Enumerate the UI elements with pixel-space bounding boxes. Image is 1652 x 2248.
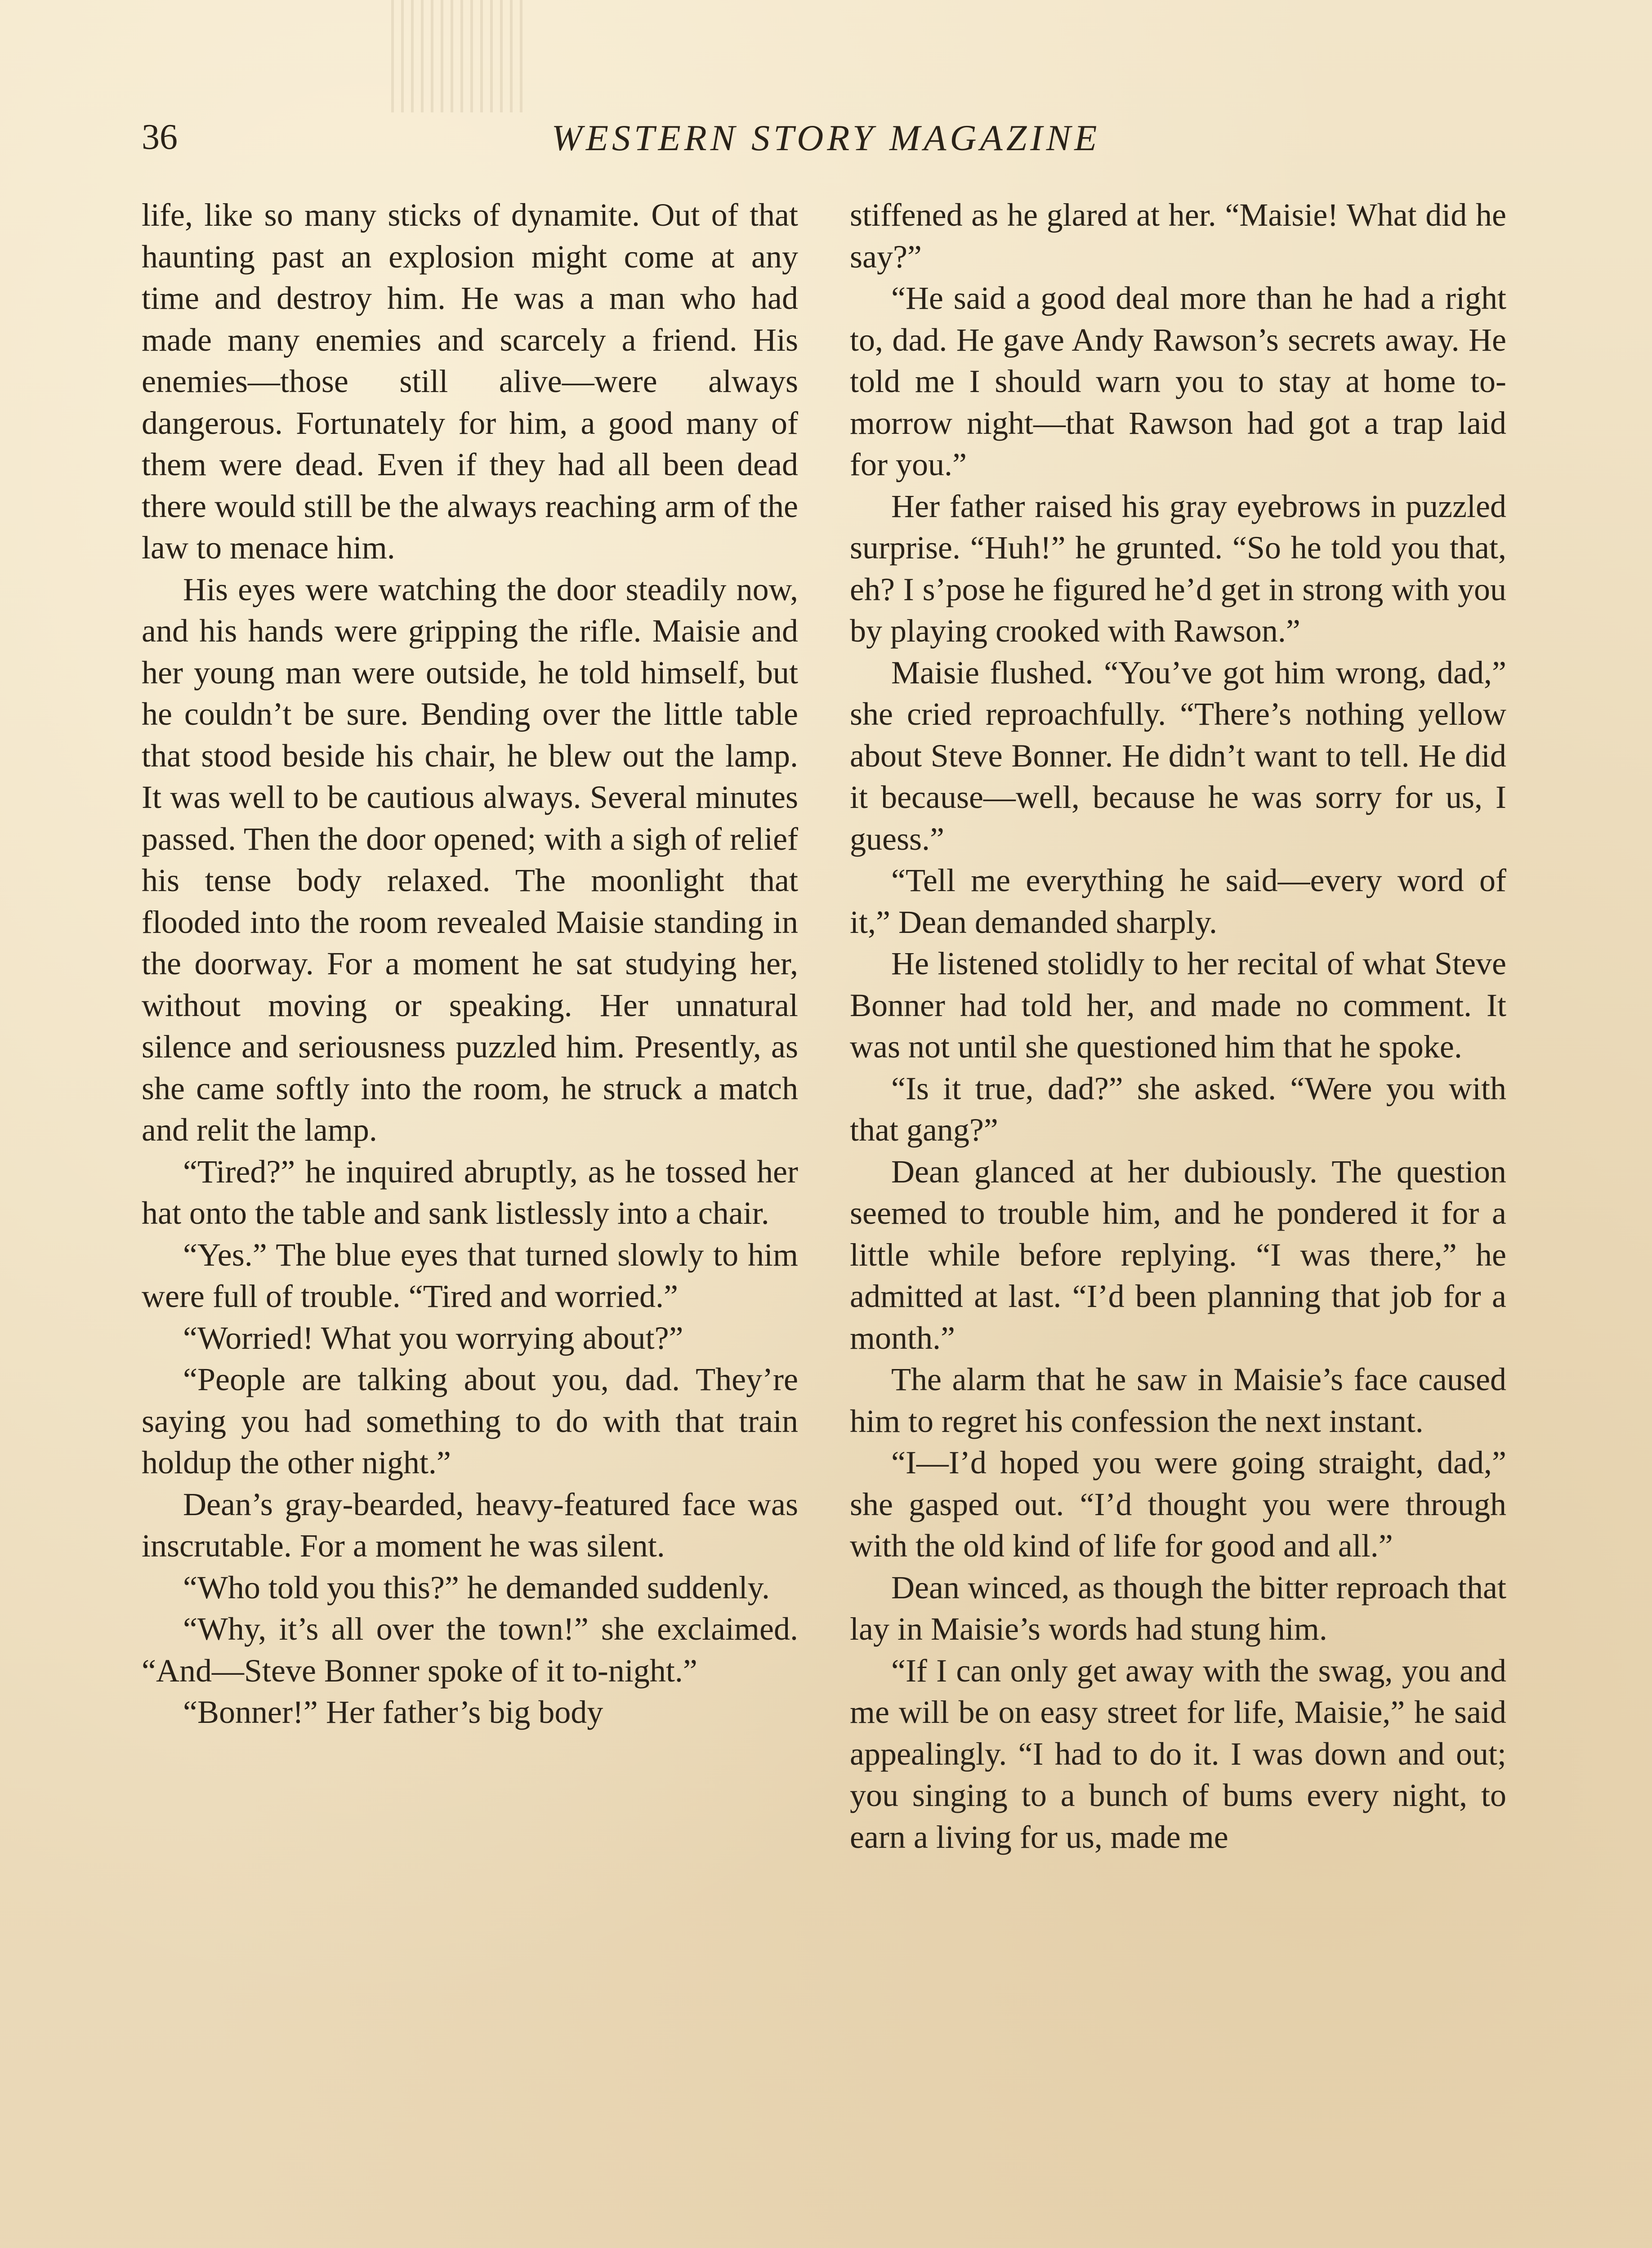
page-header [142,112,1510,166]
paragraph: “Bonner!” Her father’s big body [183,1694,603,1730]
text-column-right [850,194,1506,1858]
paragraph: “If I can only get away with the swag, you and me will be on easy street for life, Maisie,” he said appealingly. “I had to do it. I was down and out; you singing to a bunch of bums every night, to earn a living for us, made me [850,1652,1506,1855]
paragraph: Her father raised his gray eyebrows in puzzled surprise. “Huh!” he grunted. “So he told you that, eh? I s’pose he figured he’d get in strong with you by playing crooked with Rawson.” [850,488,1506,649]
paragraph: “Tell me everything he said—every word of it,” Dean demanded sharply. [850,862,1506,940]
paragraph: “He said a good deal more than he had a right to, dad. He gave Andy Rawson’s secrets away. He told me I should warn you to stay at home tomorrow night—that Rawson had got a trap laid for you.” [850,280,1506,482]
binding-texture [391,0,526,112]
paragraph: stiffened as he glared at her. “Maisie! What did he say?” [850,197,1506,275]
paragraph: The alarm that he saw in Maisie’s face caused him to regret his confession the next instant. [850,1361,1506,1439]
paragraph: Dean’s gray-bearded, heavy-featured face was inscrutable. For a moment he was silent. [142,1486,798,1564]
paragraph: life, like so many sticks of dynamite. Out of that haunting past an explosion might come at any time and destroy him. He was a man who had made many enemies and scarcely a friend. His enemies—those still alive—were always dangerous. Fortunately for him, a good many of them were dead. Even if they had all been dead there would still be the always reaching arm of the law to menace him. [142,197,798,566]
paragraph: Dean glanced at her dubiously. The question seemed to trouble him, and he pondered it for a little while before replying. “I was there,” he admitted at last. “I’d been planning that job for a month.” [850,1153,1506,1356]
paragraph: “Who told you this?” he demanded suddenly. [183,1569,770,1606]
paragraph: Maisie flushed. “You’ve got him wrong, dad,” she cried reproachfully. “There’s nothing yellow about Steve Bonner. He didn’t want to tell. He did it because—well, because he was sorry for us, I guess.” [850,654,1506,857]
paragraph: Dean winced, as though the bitter reproach that lay in Maisie’s words had stung him. [850,1569,1506,1647]
paragraph: He listened stolidly to her recital of what Steve Bonner had told her, and made no comment. It was not until she questioned him that he spoke. [850,946,1506,1065]
text-column-left [142,194,798,1733]
running-title: WESTERN STORY MAGAZINE [551,117,1101,158]
paragraph: “Worried! What you worrying about?” [183,1320,683,1356]
paragraph: His eyes were watching the door steadily now, and his hands were gripping the rifle. Maisie and her young man were outside, he told himself, but he couldn’t be sure. Bending over the little table that stood beside his chair, he blew out the lamp. It was well to be cautious always. Several minutes passed. Then the door opened; with a sigh of relief his tense body relaxed. The moonlight that flooded into the room revealed Maisie standing in the doorway. For a moment he sat studying her, without moving or speaking. Her unnatural silence and seriousness puzzled him. Presently, as she came softly into the room, he struck a match and relit the lamp. [142,571,798,1148]
paragraph: “People are talking about you, dad. They’re saying you had something to do with that train holdup the other night.” [142,1361,798,1481]
paragraph: “I—I’d hoped you were going straight, dad,” she gasped out. “I’d thought you were through with the old kind of life for good and all.” [850,1445,1506,1564]
page-number: 36 [142,117,178,157]
paragraph: “Tired?” he inquired abruptly, as he tossed her hat onto the table and sank listlessly into a chair. [142,1153,798,1231]
paragraph: “Why, it’s all over the town!” she exclaimed. “And—Steve Bonner spoke of it to-night.” [142,1611,798,1689]
paragraph: “Is it true, dad?” she asked. “Were you with that gang?” [850,1070,1506,1148]
paragraph: “Yes.” The blue eyes that turned slowly to him were full of trouble. “Tired and worried.” [142,1236,798,1314]
